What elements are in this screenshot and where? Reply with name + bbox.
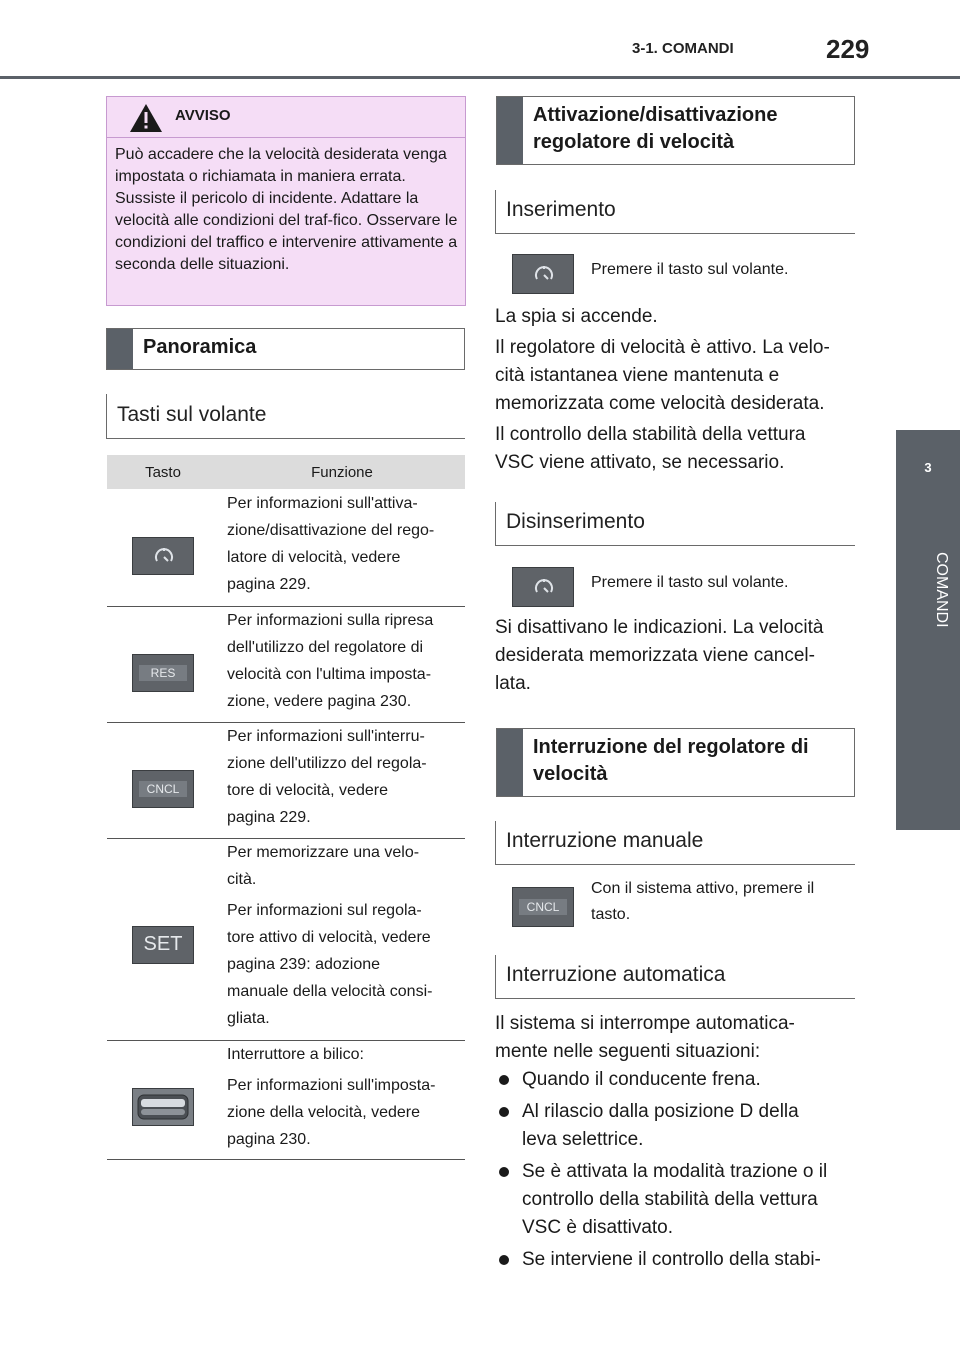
text-line: pagina 229.	[227, 809, 311, 826]
text-line: memorizzata come velocità desiderata.	[495, 393, 825, 414]
list-item	[495, 1158, 865, 1242]
text-line: pagina 229.	[227, 576, 311, 593]
paragraph	[495, 303, 865, 477]
bullet-icon	[499, 1075, 509, 1085]
paragraph	[495, 614, 865, 698]
function-text	[227, 723, 467, 831]
text-line: zione della velocità, vedere	[227, 1104, 421, 1121]
section-title: Panoramica	[143, 336, 257, 358]
speed-control-button[interactable]	[512, 254, 574, 294]
table-header-function: Funzione	[311, 463, 373, 481]
text-line: Per informazioni sulla ripresa	[227, 612, 434, 629]
rocker-switch-icon	[137, 1093, 189, 1121]
text-line: Per memorizzare una velo-	[227, 844, 420, 861]
set-label: SET	[143, 933, 183, 955]
bullet-icon	[499, 1167, 509, 1177]
res-button[interactable]	[132, 654, 194, 692]
text-line: Al rilascio dalla posizione D della	[522, 1101, 799, 1122]
warning-text: Può accadere che la velocità desiderata venga impostata o richiamata in maniera errata. Sussiste il pericolo di incidente. Adattare la velocità alle condizioni del traf-fico. Osservare le condizioni del traffico e intervenire attivamente a seconda delle situazioni.	[115, 146, 458, 273]
header-rule	[0, 76, 960, 79]
cncl-label: CNCL	[519, 899, 567, 915]
bullet-list	[495, 1066, 865, 1274]
section-heading-panoramica	[106, 328, 465, 370]
text-line: VSC è disattivato.	[522, 1217, 674, 1238]
bullet-icon	[499, 1255, 509, 1265]
subheading-title: Inserimento	[506, 198, 616, 221]
function-text	[227, 839, 467, 1032]
text-line: Interruzione del regolatore di	[533, 736, 809, 758]
text-line: mente nelle seguenti situazioni:	[495, 1041, 761, 1062]
subheading-manuale	[495, 821, 855, 865]
text-line: Per informazioni sull'imposta-	[227, 1077, 436, 1094]
table-row	[107, 1040, 465, 1160]
text-line: zione/disattivazione del rego-	[227, 522, 435, 539]
text-line: controllo della stabilità della vettura	[522, 1189, 818, 1210]
speed-control-button[interactable]	[132, 537, 194, 575]
subheading-title: Disinserimento	[506, 510, 645, 533]
paragraph	[495, 1010, 865, 1066]
section-title	[533, 734, 809, 788]
chapter-number: 3	[924, 460, 932, 475]
chapter-title: COMANDI	[933, 552, 950, 628]
table-header	[107, 455, 465, 489]
action-text: Premere il tasto sul volante.	[591, 261, 789, 278]
function-text	[227, 490, 467, 598]
set-button[interactable]	[132, 926, 194, 964]
subheading-title: Tasti sul volante	[117, 403, 267, 426]
table-row	[107, 489, 465, 607]
section-bar	[497, 729, 523, 796]
section-bar	[107, 329, 133, 369]
text-line: Attivazione/disattivazione	[533, 104, 778, 126]
text-line: La spia si accende.	[495, 306, 658, 327]
list-item	[495, 1098, 865, 1154]
text-line: zione, vedere pagina 230.	[227, 693, 412, 710]
text-line: Il sistema si interrompe automatica-	[495, 1013, 795, 1034]
res-label: RES	[139, 665, 187, 681]
text-line: Per informazioni sul regola-	[227, 902, 422, 919]
text-line: Se è attivata la modalità trazione o il	[522, 1161, 828, 1182]
table-row	[107, 838, 465, 1041]
text-line: VSC viene attivato, se necessario.	[495, 452, 785, 473]
section-heading-attivazione	[496, 96, 855, 165]
text-line: Quando il conducente frena.	[522, 1069, 761, 1090]
chapter-tab[interactable]	[896, 430, 960, 830]
text-line: tore attivo di velocità, vedere	[227, 929, 431, 946]
cncl-button[interactable]	[132, 770, 194, 808]
action-text: Premere il tasto sul volante.	[591, 574, 789, 591]
text-line: lata.	[495, 673, 531, 694]
subheading-automatica	[495, 955, 855, 999]
text-line: Se interviene il controllo della stabi-	[522, 1249, 821, 1270]
section-bar	[497, 97, 523, 164]
text-line: latore di velocità, vedere	[227, 549, 401, 566]
text-line: pagina 239: adozione	[227, 956, 381, 973]
subheading-inserimento	[495, 190, 855, 234]
text-line: cità.	[227, 871, 257, 888]
subheading-title: Interruzione automatica	[506, 963, 726, 986]
speed-control-icon	[533, 577, 555, 599]
warning-box	[106, 96, 466, 306]
running-header-section: 3-1. COMANDI	[632, 40, 734, 57]
speed-control-icon	[153, 546, 175, 568]
cncl-label: CNCL	[139, 781, 187, 797]
table-row	[107, 722, 465, 839]
text-line: cità istantanea viene mantenuta e	[495, 365, 780, 386]
text-line: desiderata memorizzata viene cancel-	[495, 645, 815, 666]
bullet-icon	[499, 1107, 509, 1117]
text-line: Il regolatore di velocità è attivo. La velo-	[495, 337, 830, 358]
text-line: zione dell'utilizzo del regola-	[227, 755, 427, 772]
function-text	[227, 607, 467, 715]
list-item	[495, 1246, 865, 1274]
text-line: velocità	[533, 763, 608, 785]
text-line: velocità con l'ultima imposta-	[227, 666, 432, 683]
warning-triangle-icon	[129, 103, 163, 133]
text-line: manuale della velocità consi-	[227, 983, 433, 1000]
table-header-key: Tasto	[145, 463, 181, 481]
text-line: Con il sistema attivo, premere il	[591, 880, 815, 897]
warning-header	[107, 97, 465, 138]
text-line: tasto.	[591, 906, 631, 923]
page-number: 229	[826, 34, 870, 64]
warning-title: AVVISO	[175, 107, 231, 124]
text-line: Il controllo della stabilità della vettura	[495, 424, 806, 445]
text-line: pagina 230.	[227, 1131, 311, 1148]
text-line: gliata.	[227, 1010, 270, 1027]
text-line: dell'utilizzo del regolatore di	[227, 639, 424, 656]
list-item	[495, 1066, 865, 1094]
section-heading-interruzione	[496, 728, 855, 797]
text-line: Si disattivano le indicazioni. La velocità	[495, 617, 824, 638]
text-line: regolatore di velocità	[533, 131, 735, 153]
subheading-title: Interruzione manuale	[506, 829, 704, 852]
text-line: Per informazioni sull'attiva-	[227, 495, 418, 512]
action-text	[591, 876, 814, 928]
subheading-tasti	[106, 394, 465, 439]
function-text	[227, 1041, 467, 1153]
text-line: Per informazioni sull'interru-	[227, 728, 425, 745]
subheading-disinserimento	[495, 502, 855, 546]
rocker-switch-button[interactable]	[132, 1088, 194, 1126]
text-line: leva selettrice.	[522, 1129, 644, 1150]
speed-control-icon	[533, 264, 555, 286]
text-line: Interruttore a bilico:	[227, 1046, 364, 1063]
table-row	[107, 606, 465, 723]
cncl-button[interactable]	[512, 887, 574, 927]
speed-control-button[interactable]	[512, 567, 574, 607]
text-line: tore di velocità, vedere	[227, 782, 388, 799]
section-title	[533, 102, 778, 156]
